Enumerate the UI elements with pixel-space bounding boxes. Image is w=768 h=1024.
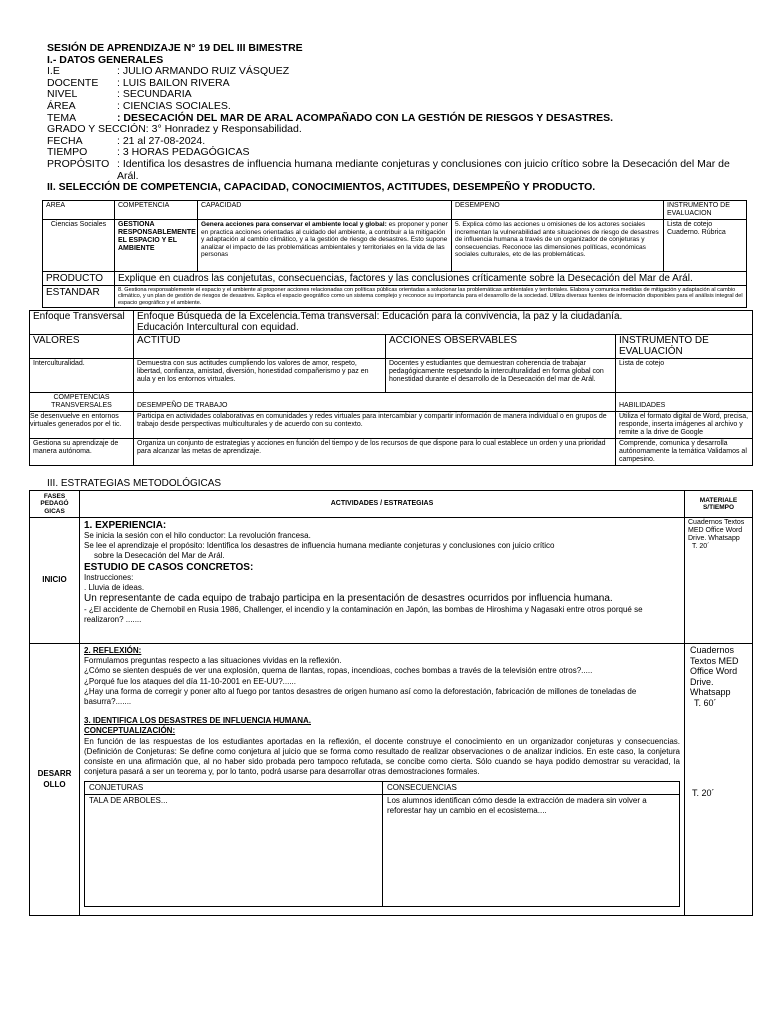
header-fases: FASES PEDAGÓ GICAS (30, 491, 80, 518)
header-competencias-transversales: COMPETENCIAS TRANSVERSALES (30, 393, 134, 412)
cell-instrumento: Lista de cotejo Cuaderno. Rúbrica (664, 220, 747, 272)
estandar-text: 8. Gestiona responsablemente el espacio y el ambiente al proponer acciones relacionadas con políticas públicas orientadas a solucionar las problemáticas ambientales y territoriales. Elabora y comunica medidas de mitigación y adaptación al cambio climático, y un plan de gestión de riesgos de desastres. Explica el espacio geográfico como un sistema complejo y reconoce su importancia para el desarrollo de la sociedad. Utiliza diversas fuentes de información disponibles para el análisis integral del espacio geográfico y el ambiente. (115, 286, 747, 308)
inicio-activities (80, 518, 685, 644)
section-datos-generales: I.- DATOS GENERALES (47, 53, 164, 66)
cell-consecuencia: Los alumnos identifican cómo desde la extracción de madera sin volver a reforestar hay un cambio en el ecosistema.... (383, 795, 680, 907)
desarrollo-heading-conceptualizacion: CONCEPTUALIZACIÓN: (84, 726, 176, 736)
desarrollo-text: ¿Hay una forma de corregir y poner alto al fuego por tantos desastres de origen humano así como la deforestación, fabricación de millones de toneladas de basurra?....... (84, 686, 637, 707)
field-fecha: FECHA : 21 al 27-08-2024. (47, 134, 206, 147)
header-actividades: ACTIVIDADES / ESTRATEGIAS (80, 491, 685, 518)
cell-valor: Interculturalidad. (30, 359, 134, 393)
desarrollo-text: ¿Cómo se sienten después de ver una explosión, quema de llantas, ropas, incendioas, coches bombas a través de la televisión entre otros?..... (84, 666, 593, 676)
field-tema: TEMA : DESECACIÓN DEL MAR DE ARAL ACOMPAÑADO CON LA GESTIÓN DE RIESGOS Y DESASTRES. (47, 111, 614, 124)
estandar-row (43, 286, 747, 308)
estandar-label: ESTANDAR (43, 286, 115, 308)
field-grado: GRADO Y SECCIÓN: 3° Honradez y Responsabilidad. (47, 123, 302, 136)
phase-desarrollo: DESARR OLLO (30, 644, 80, 916)
cell-conjetura: TALA DE ARBOLES... (85, 795, 383, 907)
cell-habilidad-1: Utiliza el formato digital de Word, precisa, responde, inserta imágenes al archivo y remite a la drive de Google (616, 412, 753, 439)
phase-inicio: INICIO (30, 518, 80, 644)
comp-header-row (30, 393, 753, 412)
field-tiempo: TIEMPO : 3 HORAS PEDAGÓGICAS (47, 146, 250, 159)
valores-table (29, 310, 753, 466)
field-area: ÁREA : CIENCIAS SOCIALES. (47, 99, 231, 112)
competencia-table (42, 200, 747, 308)
header-valores: VALORES (30, 335, 134, 359)
inicio-text: Se inicia la sesión con el hilo conductor: La revolución francesa. (84, 531, 311, 540)
cell-desempeno: 5. Explica cómo las acciones u omisiones de los actores sociales incrementan la vulnerabilidad ante situaciones de riesgo de desastres de influencia humana a través de un organizador de conjeturas y consecuencias. Reconoce las dimensiones políticas, económicas sociales culturales, etc de las problemáticas. (452, 220, 664, 272)
estrategias-title: III. ESTRATEGIAS METODOLÓGICAS (47, 478, 222, 489)
producto-row (43, 272, 747, 286)
header-area: AREA (43, 201, 115, 220)
field-docente: DOCENTE : LUIS BAILON RIVERA (47, 76, 230, 89)
inicio-text: sobre la Desecación del Mar de Arál. (94, 551, 225, 561)
competencia-row (43, 220, 747, 272)
inicio-row (30, 518, 753, 644)
desarrollo-activities (80, 644, 685, 916)
field-proposito: PROPÓSITO : Identifica los desastres de influencia humana mediante conjeturas y conclusiones con juicio crítico sobre la Desecación del Mar de Arál. (47, 157, 730, 182)
desarrollo-text: Formulamos preguntas respecto a las situaciones vividas en la reflexión. (84, 656, 342, 666)
header-consecuencias: CONSECUENCIAS (383, 782, 680, 795)
header-materiales: MATERIALE S/TIEMPO (685, 491, 753, 518)
inicio-heading-experiencia: 1. EXPERIENCIA: (84, 520, 167, 531)
field-nivel: NIVEL : SECUNDARIA (47, 88, 192, 101)
inicio-text: Un representante de cada equipo de trabajo participa en la presentación de desastres ocurridos por influencia humana. (84, 593, 613, 605)
cell-comp-2: Gestiona su aprendizaje de manera autónoma. (30, 439, 134, 466)
field-ie: I.E : JULIO ARMANDO RUIZ VÁSQUEZ (47, 65, 290, 78)
header-actitud: ACTITUD (134, 335, 386, 359)
inicio-text: - ¿El accidente de Chernobil en Rusia 1986, Challenger, el incendio y la contaminación en Japón, las bombas de Hiroshima y Nagasaki entre otros porqué se realizaron? ....... (84, 604, 643, 624)
cell-habilidad-2: Comprende, comunica y desarrolla autónomamente la temática Validamos al campesino. (616, 439, 753, 466)
cell-actitud: Demuestra con sus actitudes cumpliendo los valores de amor, respeto, libertad, confianza, amistad, diversión, honestidad compañerismo y paz en aula y en los entornos virtuales. (134, 359, 386, 393)
header-capacidad: CAPACIDAD (198, 201, 452, 220)
cell-desempeno-1: Participa en actividades colaborativas en comunidades y redes virtuales para intercambiar y compartir información de manera individual o en grupos de trabajo desde perspectivas multiculturales y de acuerdo con su contexto. (134, 412, 616, 439)
cell-competencia: GESTIONA RESPONSABLEMENTE EL ESPACIO Y EL AMBIENTE (115, 220, 198, 272)
valores-row (30, 359, 753, 393)
inicio-materials: Cuadernos Textos MED Office Word Drive. Whatsapp T. 20´ (685, 518, 753, 644)
desarrollo-heading-identifica: 3. IDENTIFICA LOS DESASTRES DE INFLUENCIA HUMANA. (84, 716, 311, 726)
enfoque-label: Enfoque Transversal (30, 311, 134, 335)
desarrollo-text: ¿Porqué fue los ataques del día 11-10-2001 en EE-UU?...... (84, 676, 296, 686)
header-instrumento: INSTRUMENTO DE EVALUACION (664, 201, 747, 220)
header-conjeturas: CONJETURAS (85, 782, 383, 795)
cell-capacidad: Genera acciones para conservar el ambiente local y global: es proponer y poner en practica acciones orientadas al cuidado del ambiente, a contribuir a la mitigación y adaptación al cambio climático, y a la gestión de riesgo de desastres. Esto supone analizar el impacto de las problemáticas ambientales y territoriales en la vida de las personas (198, 220, 452, 272)
comp-row-2 (30, 439, 753, 466)
cell-area: Ciencias Sociales (43, 220, 115, 272)
header-habilidades: HABILIDADES (616, 393, 753, 412)
desarrollo-row (30, 644, 753, 916)
producto-label: PRODUCTO (43, 272, 115, 286)
inicio-text: Se lee el aprendizaje el propósito: Identifica los desastres de influencia humana mediante conjeturas y conclusiones con juicio crítico (84, 541, 555, 551)
estrategias-header-row (30, 491, 753, 518)
desarrollo-materials: Cuadernos Textos MED Office Word Drive. Whatsapp T. 60´ T. 20´ (685, 644, 753, 916)
inicio-text: . Lluvia de ideas. (84, 582, 145, 592)
conjeturas-table (84, 781, 680, 907)
conjeturas-row (85, 795, 680, 907)
session-title: SESIÓN DE APRENDIZAJE N° 19 DEL III BIMESTRE (47, 42, 303, 54)
cell-instrumento-val: Lista de cotejo (616, 359, 753, 393)
header-desempeno-trabajo: DESEMPEÑO DE TRABAJO (134, 393, 616, 412)
competencia-header-row (43, 201, 747, 220)
desarrollo-text: En función de las respuestas de los estudiantes aportadas en la reflexión, el docente construye el conocimiento en un organizador conjeturas y consecuencias. (Definición de Conjeturas: Se define como conjetura al juicio que se forma como resultado de realizar observaciones o de analizar indicios. En este caso, la conjetura consiste en una afirmación que, al no haber sido probada pero tampoco refutada, se concibe como cierta. Sólo cuando se haya podido demostrar su veracidad, la conjetura pasará a ser un teorema y, por lo tanto, podrá usarse para desarrollar otras demostraciones formales. (84, 736, 680, 777)
cell-desempeno-2: Organiza un conjunto de estrategias y acciones en función del tiempo y de los recursos de que dispone para lo cual establece un orden y una prioridad para alcanzar las metas de aprendizaje. (134, 439, 616, 466)
estrategias-table (29, 490, 753, 916)
section-seleccion: II. SELECCIÓN DE COMPETENCIA, CAPACIDAD, CONOCIMIENTOS, ACTITUDES, DESEMPEÑO Y PRODUCTO. (47, 181, 596, 194)
conjeturas-header-row (85, 782, 680, 795)
session-header (47, 43, 737, 194)
comp-row-1 (30, 412, 753, 439)
header-desempeno: DESEMPENO (452, 201, 664, 220)
enfoque-text: Enfoque Búsqueda de la Excelencia.Tema transversal: Educación para la convivencia, la paz y la ciudadanía. Educación Intercultural con equidad. (134, 311, 753, 335)
header-competencia: COMPETENCIA (115, 201, 198, 220)
header-acciones: ACCIONES OBSERVABLES (386, 335, 616, 359)
inicio-heading-casos: ESTUDIO DE CASOS CONCRETOS: (84, 561, 254, 573)
enfoque-row (30, 311, 753, 335)
header-instrumento-eval: INSTRUMENTO DE EVALUACIÓN (616, 335, 753, 359)
cell-comp-1: Se desenvuelve en entornos virtuales generados por el tic. (30, 412, 134, 439)
desarrollo-heading-reflexion: 2. REFLEXIÓN: (84, 646, 142, 655)
cell-acciones: Docentes y estudiantes que demuestran coherencia de trabajar pedagógicamente respetando la interculturalidad en forma global con honestidad durante el desarrollo de la Desecación del mar de Arál. (386, 359, 616, 393)
producto-text: Explique en cuadros las conjetutas, consecuencias, factores y las conclusiones críticamente sobre la Desecación del Mar de Arál. (115, 272, 747, 286)
inicio-text: Instrucciones: (84, 572, 134, 582)
valores-header-row (30, 335, 753, 359)
